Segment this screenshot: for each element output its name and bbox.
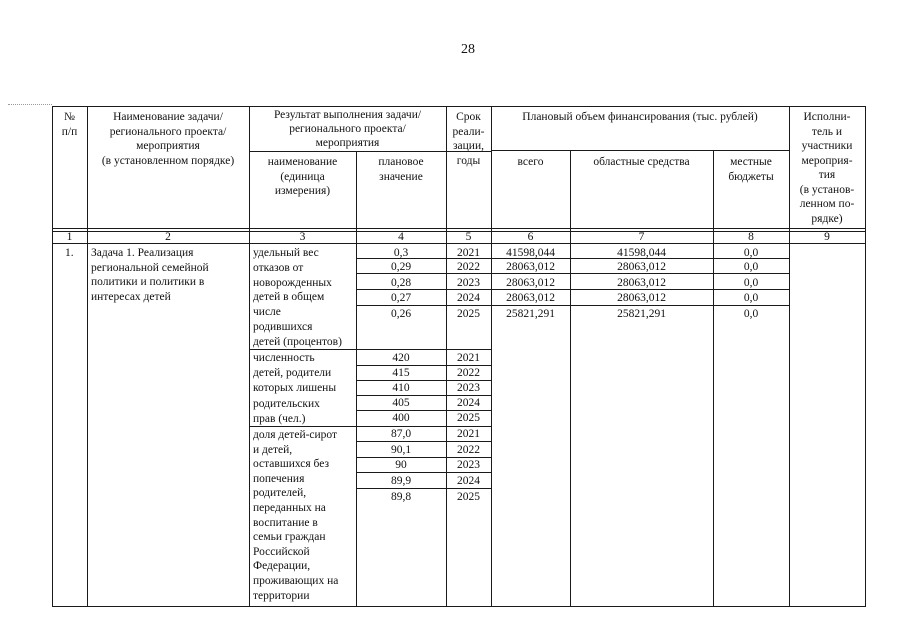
- year: 2022: [457, 444, 480, 456]
- year: 2025: [457, 308, 480, 320]
- year: 2023: [457, 459, 480, 471]
- year: 2021: [457, 352, 480, 364]
- regional-funding: 25821,291: [617, 308, 666, 320]
- header-col9: Исполни- тель и участники мероприя- тия (в установ- ленном по- рядке): [799, 111, 855, 225]
- scan-dots: [8, 104, 52, 105]
- year: 2024: [457, 475, 480, 487]
- column-number: 4: [398, 231, 404, 243]
- total-funding: 25821,291: [506, 308, 555, 320]
- header-col4: плановое значение: [378, 156, 424, 183]
- plan-value: 87,0: [390, 428, 412, 440]
- total-funding: 28063,012: [506, 277, 555, 289]
- header-result-group: Результат выполнения задачи/ регионального проекта/ мероприятия: [273, 109, 422, 149]
- header-col2: Наименование задачи/ регионального проекта/ мероприятия (в установленном порядке): [101, 111, 235, 167]
- year: 2022: [457, 261, 480, 273]
- year: 2022: [457, 367, 480, 379]
- indicator-name: удельный вес отказов от новорожденных детей в общем числе родившихся детей (процентов): [253, 247, 342, 348]
- plan-value: 90,1: [390, 444, 412, 456]
- regional-funding: 28063,012: [617, 261, 666, 273]
- plan-value: 0,3: [393, 247, 409, 259]
- total-funding: 28063,012: [506, 292, 555, 304]
- indicator-name: численность детей, родители которых лишены родительских прав (чел.): [253, 352, 337, 425]
- total-funding: 41598,044: [506, 247, 555, 259]
- regional-funding: 28063,012: [617, 292, 666, 304]
- task-name: Задача 1. Реализация региональной семейной политики и политики в интересах детей: [91, 247, 209, 303]
- header-col3: наименование (единица измерения): [267, 156, 338, 197]
- plan-value: 89,8: [390, 491, 412, 503]
- column-number: 9: [824, 231, 830, 243]
- year: 2023: [457, 382, 480, 394]
- header-col6: всего: [517, 156, 544, 168]
- plan-value: 0,28: [390, 277, 412, 289]
- local-funding: 0,0: [743, 277, 759, 289]
- column-number: 3: [299, 231, 306, 243]
- year: 2021: [457, 247, 480, 259]
- plan-value: 89,9: [390, 475, 412, 487]
- local-funding: 0,0: [743, 261, 759, 273]
- plan-value: 415: [392, 367, 410, 379]
- column-number: 2: [165, 231, 171, 243]
- plan-value: 0,29: [390, 261, 412, 273]
- local-funding: 0,0: [743, 308, 759, 320]
- header-col1: № п/п: [61, 111, 78, 138]
- regional-funding: 28063,012: [617, 277, 666, 289]
- plan-value: 405: [392, 397, 410, 409]
- row-number: 1.: [65, 247, 74, 259]
- plan-value: 0,27: [390, 292, 412, 304]
- year: 2023: [457, 277, 480, 289]
- column-number: 6: [527, 231, 534, 243]
- header-col7: областные средства: [593, 156, 690, 168]
- year: 2025: [457, 412, 480, 424]
- column-number: 5: [465, 231, 472, 243]
- column-number: 1: [66, 231, 73, 243]
- plan-value: 0,26: [390, 308, 412, 320]
- plan-value: 420: [392, 352, 410, 364]
- plan-value: 410: [392, 382, 410, 394]
- indicator-name: доля детей-сирот и детей, оставшихся без попечения родителей, переданных на воспитание в семьи граждан Российской Федерации, проживающих на территории: [253, 429, 339, 602]
- column-number: 8: [748, 231, 754, 243]
- plan-value: 90: [395, 459, 407, 471]
- year: 2024: [457, 397, 480, 409]
- year: 2024: [457, 292, 480, 304]
- year: 2021: [457, 428, 480, 440]
- total-funding: 28063,012: [506, 261, 555, 273]
- local-funding: 0,0: [743, 292, 759, 304]
- regional-funding: 41598,044: [617, 247, 666, 259]
- header-col5: Срок реали- зации, годы: [452, 111, 485, 167]
- local-funding: 0,0: [743, 247, 759, 259]
- header-col8: местные бюджеты: [728, 156, 774, 183]
- page-number: 28: [461, 42, 475, 57]
- year: 2025: [457, 491, 480, 503]
- column-number: 7: [638, 231, 645, 243]
- plan-value: 400: [392, 412, 410, 424]
- header-finance-group: Плановый объем финансирования (тыс. рублей): [522, 111, 758, 123]
